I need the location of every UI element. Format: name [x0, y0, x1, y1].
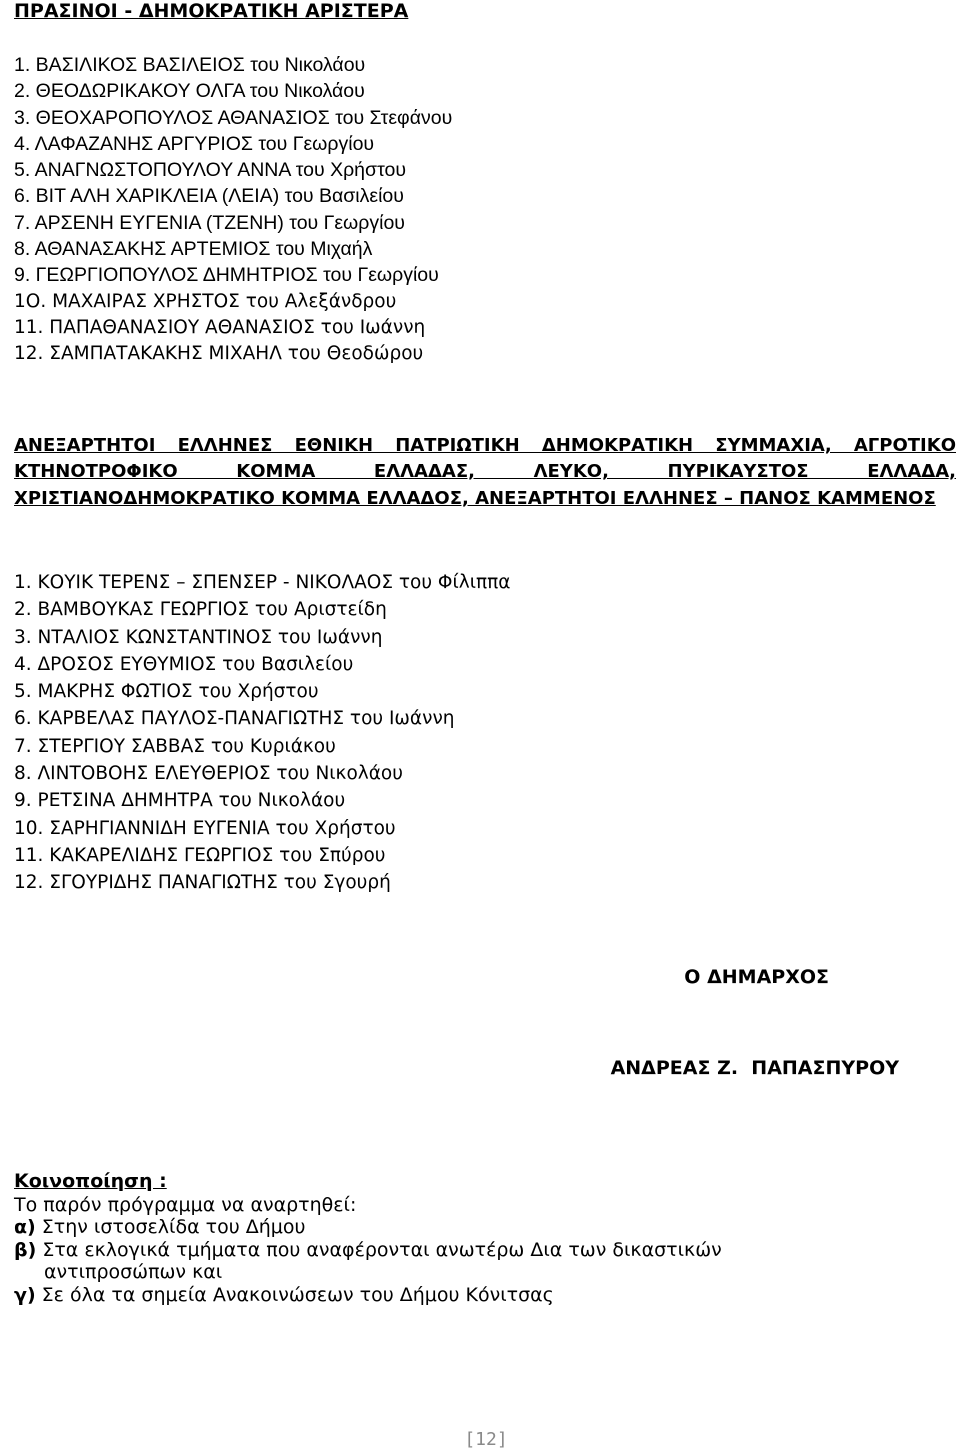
list-item: 1. ΚΟΥΙΚ ΤΕΡΕΝΣ – ΣΠΕΝΣΕΡ - ΝΙΚΟΛΑΟΣ του Φίλιππα — [14, 572, 511, 593]
list-item: 2. ΒΑΜΒΟΥΚΑΣ ΓΕΩΡΓΙΟΣ του Αριστείδη — [14, 599, 387, 621]
list-item: 3. ΘΕΟΧΑΡΟΠΟΥΛΟΣ ΑΘΑΝΑΣΙΟΣ του Στεφάνου — [14, 106, 453, 129]
page-number: [12] — [464, 1429, 508, 1450]
notification-list — [14, 1216, 722, 1307]
list-item: 1. ΒΑΣΙΛΙΚΟΣ ΒΑΣΙΛΕΙΟΣ του Νικολάου — [14, 54, 366, 76]
list-item: 2. ΘΕΟΔΩΡΙΚΑΚΟΥ ΟΛΓΑ του Νικολάου — [14, 80, 365, 103]
list-item: 9. ΓΕΩΡΓΙΟΠΟΥΛΟΣ ΔΗΜΗΤΡΙΟΣ του Γεωργίου — [14, 264, 439, 287]
list-item: 6. ΚΑΡΒΕΛΑΣ ΠΑΥΛΟΣ-ΠΑΝΑΓΙΩΤΗΣ του Ιωάννη — [14, 708, 455, 730]
list-text-continuation: αντιπροσώπων και — [44, 1261, 223, 1284]
list-item: 4. ΛΑΦΑΖΑΝΗΣ ΑΡΓΥΡΙΟΣ του Γεωργίου — [14, 132, 375, 155]
party-title-coalition: ΑΝΕΞΑΡΤΗΤΟΙ ΕΛΛΗΝΕΣ ΕΘΝΙΚΗ ΠΑΤΡΙΩΤΙΚΗ ΔΗΜΟΚΡΑΤΙΚΗ ΣΥΜΜΑΧΙΑ, ΑΓΡΟΤΙΚΟ ΚΤΗΝΟΤΡΟΦΙΚΟ ΚΟΜΜΑ ΕΛΛΑΔΑΣ, ΛΕΥΚΟ, ΠΥΡΙΚΑΥΣΤΟΣ ΕΛΛΑΔΑ, ΧΡΙΣΤΙΑΝΟΔΗΜΟΚΡΑΤΙΚΟ ΚΟΜΜΑ ΕΛΛΑΔΟΣ, ΑΝΕΞΑΡΤΗΤΟΙ ΕΛΛΗΝΕΣ – ΠΑΝΟΣ ΚΑΜΜΕΝΟΣ — [14, 435, 956, 509]
list-item: 11. ΚΑΚΑΡΕΛΙΔΗΣ ΓΕΩΡΓΙΟΣ του Σπύρου — [14, 844, 386, 866]
list-item: 8. ΑΘΑΝΑΣΑΚΗΣ ΑΡΤΕΜΙΟΣ του Μιχαήλ — [14, 238, 373, 261]
list-item: 7. ΑΡΣΕΝΗ ΕΥΓΕΝΙΑ (ΤΖΕΝΗ) του Γεωργίου — [14, 211, 405, 234]
notification-intro: Το παρόν πρόγραμμα να αναρτηθεί: — [14, 1194, 357, 1216]
list-item: 9. ΡΕΤΣΙΝΑ ΔΗΜΗΤΡΑ του Νικολάου — [14, 790, 346, 812]
list-item — [14, 1216, 722, 1239]
notification-title: Κοινοποίηση : — [14, 1170, 167, 1192]
list-text: Στην ιστοσελίδα του Δήμου — [35, 1216, 306, 1238]
list-item: 12. ΣΓΟΥΡΙΔΗΣ ΠΑΝΑΓΙΩΤΗΣ του Σγουρή — [14, 872, 391, 894]
list-item: 5. ΑΝΑΓΝΩΣΤΟΠΟΥΛΟΥ ΑΝΝΑ του Χρήστου — [14, 159, 406, 182]
candidate-list-2 — [14, 569, 510, 897]
list-marker: γ) — [14, 1284, 36, 1307]
signature-name: ΑΝΔΡΕΑΣ Ζ. ΠΑΠΑΣΠΥΡΟΥ — [610, 1057, 899, 1079]
list-item: 11. ΠΑΠΑΘΑΝΑΣΙΟΥ ΑΘΑΝΑΣΙΟΣ του Ιωάννη — [14, 316, 426, 338]
list-text: Σε όλα τα σημεία Ανακοινώσεων του Δήμου Κόνιτσας — [35, 1284, 554, 1307]
list-item — [14, 1284, 722, 1307]
list-item: 4. ΔΡΟΣΟΣ ΕΥΘΥΜΙΟΣ του Βασιλείου — [14, 653, 354, 675]
list-item: 12. ΣΑΜΠΑΤΑΚΑΚΗΣ ΜΙΧΑΗΛ του Θεοδώρου — [14, 343, 424, 365]
list-item: 3. ΝΤΑΛΙΟΣ ΚΩΝΣΤΑΝΤΙΝΟΣ του Ιωάννη — [14, 626, 383, 648]
list-item: 7. ΣΤΕΡΓΙΟΥ ΣΑΒΒΑΣ του Κυριάκου — [14, 735, 336, 757]
list-item: 6. ΒΙΤ ΑΛΗ ΧΑΡΙΚΛΕΙΑ (ΛΕΙΑ) του Βασιλείου — [14, 185, 404, 208]
list-marker: α) — [14, 1216, 36, 1238]
candidate-list-1 — [14, 52, 452, 368]
list-item — [14, 1239, 722, 1284]
list-item: 1Ο. ΜΑΧΑΙΡΑΣ ΧΡΗΣΤΟΣ του Αλεξάνδρου — [14, 290, 397, 312]
signature-title: Ο ΔΗΜΑΡΧΟΣ — [684, 966, 829, 988]
list-item: 10. ΣΑΡΗΓΙΑΝΝΙΔΗ ΕΥΓΕΝΙΑ του Χρήστου — [14, 817, 396, 839]
list-marker: β) — [14, 1238, 37, 1261]
list-text: Στα εκλογικά τμήματα που αναφέρονται ανωτέρω Δια των δικαστικών — [36, 1238, 722, 1261]
list-item: 8. ΛΙΝΤΟΒΟΗΣ ΕΛΕΥΘΕΡΙΟΣ του Νικολάου — [14, 763, 403, 785]
party-title-green-left: ΠΡΑΣΙΝΟΙ - ΔΗΜΟΚΡΑΤΙΚΗ ΑΡΙΣΤΕΡΑ — [14, 0, 409, 22]
list-item: 5. ΜΑΚΡΗΣ ΦΩΤΙΟΣ του Χρήστου — [14, 681, 319, 703]
